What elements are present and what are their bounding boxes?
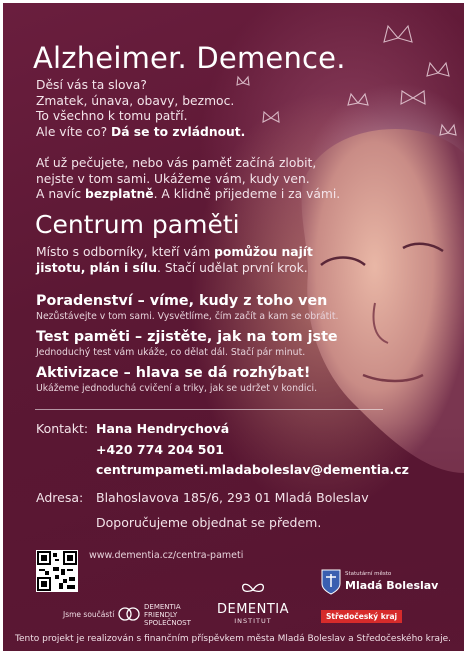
page-title: Alzheimer. Demence. — [33, 41, 346, 75]
service-title: Poradenství – víme, kudy z toho ven — [36, 293, 328, 309]
friendly-line: DEMENTIA — [144, 603, 181, 611]
center-heading: Centrum paměti — [35, 210, 240, 239]
intro-line-text: Ale víte co? — [36, 124, 112, 139]
paragraph-support — [36, 156, 340, 203]
support-line: nejste v tom sami. Ukážeme vám, kudy ven. — [36, 171, 310, 186]
contact-label: Kontakt: — [36, 421, 89, 436]
center-description — [36, 245, 313, 276]
region-badge: Středočeský kraj — [321, 610, 402, 623]
center-text: Místo s odborníky, kteří vám — [36, 245, 215, 259]
dementia-institut-logo — [213, 581, 293, 625]
center-bold: pomůžou najít — [214, 245, 313, 259]
city-sub: Statutární město — [345, 571, 392, 577]
service-subtitle: Jednoduchý test vám ukáže, co dělat dál. Stačí pár minut. — [36, 347, 306, 358]
divider — [35, 409, 383, 410]
footer-note: Tento projekt je realizován s finančním příspěvkem města Mladá Boleslav a Středočeského kraje. — [15, 634, 451, 644]
service-item — [36, 329, 338, 358]
service-item — [36, 293, 338, 322]
center-line — [36, 245, 313, 261]
contact-email[interactable]: centrumpameti.mladaboleslav@dementia.cz — [96, 462, 409, 477]
center-text: . Stačí udělat první krok. — [157, 260, 308, 275]
intro-line — [36, 125, 245, 141]
support-text: A navíc — [36, 187, 86, 202]
qr-code-icon[interactable] — [36, 550, 78, 592]
service-subtitle: Nezůstávejte v tom sami. Vysvětlíme, čím začít a kam se obrátit. — [36, 311, 339, 322]
friendly-heart-icon — [118, 603, 140, 625]
dementia-logo-name: DEMENTIA — [216, 602, 290, 617]
friendly-logo-text — [144, 603, 191, 627]
city-shield-icon — [321, 569, 341, 595]
center-bold: jistotu, plán i sílu — [36, 260, 158, 275]
center-line — [36, 261, 313, 277]
support-line — [36, 187, 340, 203]
service-item — [36, 365, 317, 394]
support-bold: bezplatně — [85, 187, 154, 202]
web-url[interactable]: www.dementia.cz/centra-pameti — [89, 550, 244, 561]
intro-line: Zmatek, únava, obavy, bezmoc. — [36, 93, 235, 108]
intro-line: To všechno k tomu patří. — [36, 109, 188, 124]
contact-phone[interactable]: +420 774 204 501 — [96, 442, 224, 457]
butterfly-logo-icon — [240, 581, 266, 599]
intro-line-bold: Dá se to zvládnout. — [111, 124, 246, 139]
support-text-end: . A klidně přijedeme i za vámi. — [153, 187, 341, 202]
service-title: Test paměti – zjistěte, jak na tom jste — [36, 329, 338, 345]
friendly-line: FRIENDLY — [144, 611, 178, 619]
city-name: Mladá Boleslav — [345, 579, 439, 592]
member-label: Jsme součástí — [63, 610, 115, 619]
address-value: Blahoslavova 185/6, 293 01 Mladá Boleslav — [96, 490, 369, 505]
address-note: Doporučujeme objednat se předem. — [96, 515, 322, 530]
friendly-line: SPOLEČNOST — [144, 619, 191, 627]
intro-line: Děsí vás ta slova? — [36, 78, 147, 92]
contact-name: Hana Hendrychová — [96, 421, 230, 436]
poster — [3, 3, 464, 651]
dementia-logo-sub: INSTITUT — [234, 617, 272, 625]
support-line: Ať už pečujete, nebo vás paměť začíná zlobit, — [36, 156, 317, 170]
address-label: Adresa: — [36, 490, 84, 505]
service-title: Aktivizace – hlava se dá rozhýbat! — [36, 365, 311, 381]
service-subtitle: Ukážeme jednoduchá cvičení a triky, jak se udržet v kondici. — [36, 383, 318, 394]
intro-text — [36, 78, 245, 140]
